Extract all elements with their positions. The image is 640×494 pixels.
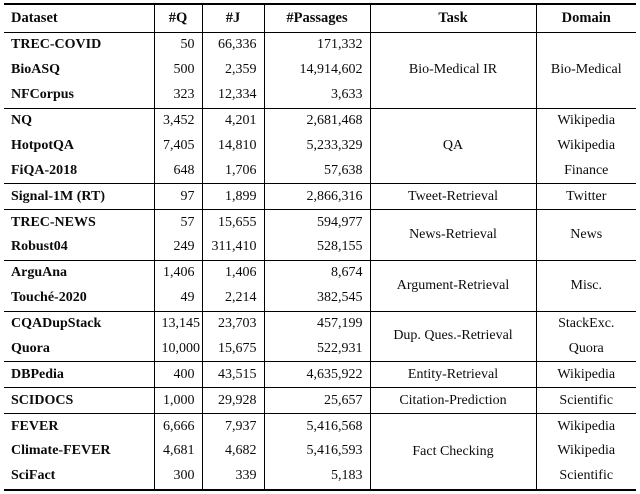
passages-count-cell: 171,332	[264, 33, 370, 58]
table-row	[4, 414, 636, 439]
task-cell: Fact Checking	[370, 414, 536, 490]
dataset-name-cell: NQ	[4, 108, 154, 133]
judgements-count-cell: 1,899	[202, 184, 264, 210]
queries-count-cell: 13,145	[154, 311, 202, 336]
judgements-count-cell: 2,214	[202, 286, 264, 311]
column-header-judgements: #J	[202, 4, 264, 33]
task-cell: Dup. Ques.-Retrieval	[370, 311, 536, 362]
judgements-count-cell: 12,334	[202, 83, 264, 108]
domain-cell: Wikipedia	[536, 362, 636, 388]
judgements-count-cell: 4,201	[202, 108, 264, 133]
passages-count-cell: 8,674	[264, 260, 370, 285]
dataset-name-cell: TREC-NEWS	[4, 210, 154, 235]
passages-count-cell: 522,931	[264, 336, 370, 361]
queries-count-cell: 400	[154, 362, 202, 388]
queries-count-cell: 7,405	[154, 133, 202, 158]
queries-count-cell: 10,000	[154, 336, 202, 361]
passages-count-cell: 382,545	[264, 286, 370, 311]
domain-cell: Scientific	[536, 388, 636, 414]
judgements-count-cell: 43,515	[202, 362, 264, 388]
passages-count-cell: 5,416,568	[264, 414, 370, 439]
task-cell: News-Retrieval	[370, 210, 536, 261]
domain-cell: Twitter	[536, 184, 636, 210]
queries-count-cell: 500	[154, 58, 202, 83]
task-cell: Bio-Medical IR	[370, 33, 536, 109]
passages-count-cell: 5,233,329	[264, 133, 370, 158]
column-header-dataset: Dataset	[4, 4, 154, 33]
column-header-domain: Domain	[536, 4, 636, 33]
passages-count-cell: 4,635,922	[264, 362, 370, 388]
queries-count-cell: 57	[154, 210, 202, 235]
domain-cell: Finance	[536, 158, 636, 183]
queries-count-cell: 4,681	[154, 439, 202, 464]
judgements-count-cell: 311,410	[202, 235, 264, 260]
queries-count-cell: 1,000	[154, 388, 202, 414]
queries-count-cell: 6,666	[154, 414, 202, 439]
header-row	[4, 4, 636, 33]
table-row	[4, 210, 636, 235]
passages-count-cell: 3,633	[264, 83, 370, 108]
domain-cell: Wikipedia	[536, 439, 636, 464]
table-row	[4, 158, 636, 183]
dataset-name-cell: Robust04	[11, 239, 68, 255]
domain-cell: Scientific	[536, 464, 636, 490]
benchmark-table	[4, 3, 636, 491]
queries-count-cell: 648	[154, 158, 202, 183]
judgements-count-cell: 15,655	[202, 210, 264, 235]
column-header-queries: #Q	[154, 4, 202, 33]
passages-count-cell: 5,183	[264, 464, 370, 490]
table-row	[4, 336, 636, 361]
dataset-name-cell: HotpotQA	[11, 137, 74, 153]
task-cell: Tweet-Retrieval	[370, 184, 536, 210]
domain-cell: Wikipedia	[536, 414, 636, 439]
dataset-name-cell: DBPedia	[4, 362, 154, 388]
task-cell: QA	[370, 108, 536, 184]
dataset-name-cell: Touché-2020	[11, 290, 87, 306]
table-row	[4, 260, 636, 285]
passages-count-cell: 2,866,316	[264, 184, 370, 210]
dataset-name-cell: CQADupStack	[4, 311, 154, 336]
dataset-name-cell: TREC-COVID	[4, 33, 154, 58]
judgements-count-cell: 4,682	[202, 439, 264, 464]
domain-cell: Quora	[536, 336, 636, 361]
queries-count-cell: 323	[154, 83, 202, 108]
dataset-name-cell: BioASQ	[11, 62, 61, 78]
queries-count-cell: 50	[154, 33, 202, 58]
judgements-count-cell: 1,406	[202, 260, 264, 285]
table-body	[4, 33, 636, 491]
passages-count-cell: 594,977	[264, 210, 370, 235]
passages-count-cell: 25,657	[264, 388, 370, 414]
dataset-name-cell: SciFact	[11, 468, 56, 484]
judgements-count-cell: 14,810	[202, 133, 264, 158]
domain-cell: Misc.	[536, 260, 636, 311]
queries-count-cell: 300	[154, 464, 202, 490]
task-cell: Citation-Prediction	[370, 388, 536, 414]
dataset-name-cell: ArguAna	[4, 260, 154, 285]
queries-count-cell: 3,452	[154, 108, 202, 133]
task-cell: Entity-Retrieval	[370, 362, 536, 388]
dataset-name-cell: FEVER	[4, 414, 154, 439]
queries-count-cell: 97	[154, 184, 202, 210]
passages-count-cell: 457,199	[264, 311, 370, 336]
table-row	[4, 108, 636, 133]
table-row	[4, 439, 636, 464]
judgements-count-cell: 29,928	[202, 388, 264, 414]
table-row	[4, 311, 636, 336]
judgements-count-cell: 23,703	[202, 311, 264, 336]
table-row	[4, 184, 636, 210]
passages-count-cell: 14,914,602	[264, 58, 370, 83]
column-header-task: Task	[370, 4, 536, 33]
judgements-count-cell: 7,937	[202, 414, 264, 439]
passages-count-cell: 5,416,593	[264, 439, 370, 464]
table-row	[4, 388, 636, 414]
table-row	[4, 33, 636, 58]
dataset-name-cell: SCIDOCS	[4, 388, 154, 414]
table-row	[4, 362, 636, 388]
judgements-count-cell: 66,336	[202, 33, 264, 58]
dataset-name-cell: Signal-1M (RT)	[4, 184, 154, 210]
queries-count-cell: 49	[154, 286, 202, 311]
dataset-name-cell: Quora	[11, 340, 50, 356]
passages-count-cell: 2,681,468	[264, 108, 370, 133]
judgements-count-cell: 339	[202, 464, 264, 490]
table-row	[4, 133, 636, 158]
table-row	[4, 464, 636, 490]
passages-count-cell: 57,638	[264, 158, 370, 183]
judgements-count-cell: 15,675	[202, 336, 264, 361]
queries-count-cell: 1,406	[154, 260, 202, 285]
dataset-name-cell: Climate-FEVER	[11, 443, 111, 459]
domain-cell: Bio-Medical	[536, 33, 636, 109]
judgements-count-cell: 2,359	[202, 58, 264, 83]
passages-count-cell: 528,155	[264, 235, 370, 260]
dataset-name-cell: NFCorpus	[11, 87, 75, 103]
judgements-count-cell: 1,706	[202, 158, 264, 183]
domain-cell: Wikipedia	[536, 108, 636, 133]
column-header-passages: #Passages	[264, 4, 370, 33]
dataset-name-cell: FiQA-2018	[11, 162, 78, 178]
domain-cell: StackExc.	[536, 311, 636, 336]
task-cell: Argument-Retrieval	[370, 260, 536, 311]
domain-cell: News	[536, 210, 636, 261]
domain-cell: Wikipedia	[536, 133, 636, 158]
queries-count-cell: 249	[154, 235, 202, 260]
